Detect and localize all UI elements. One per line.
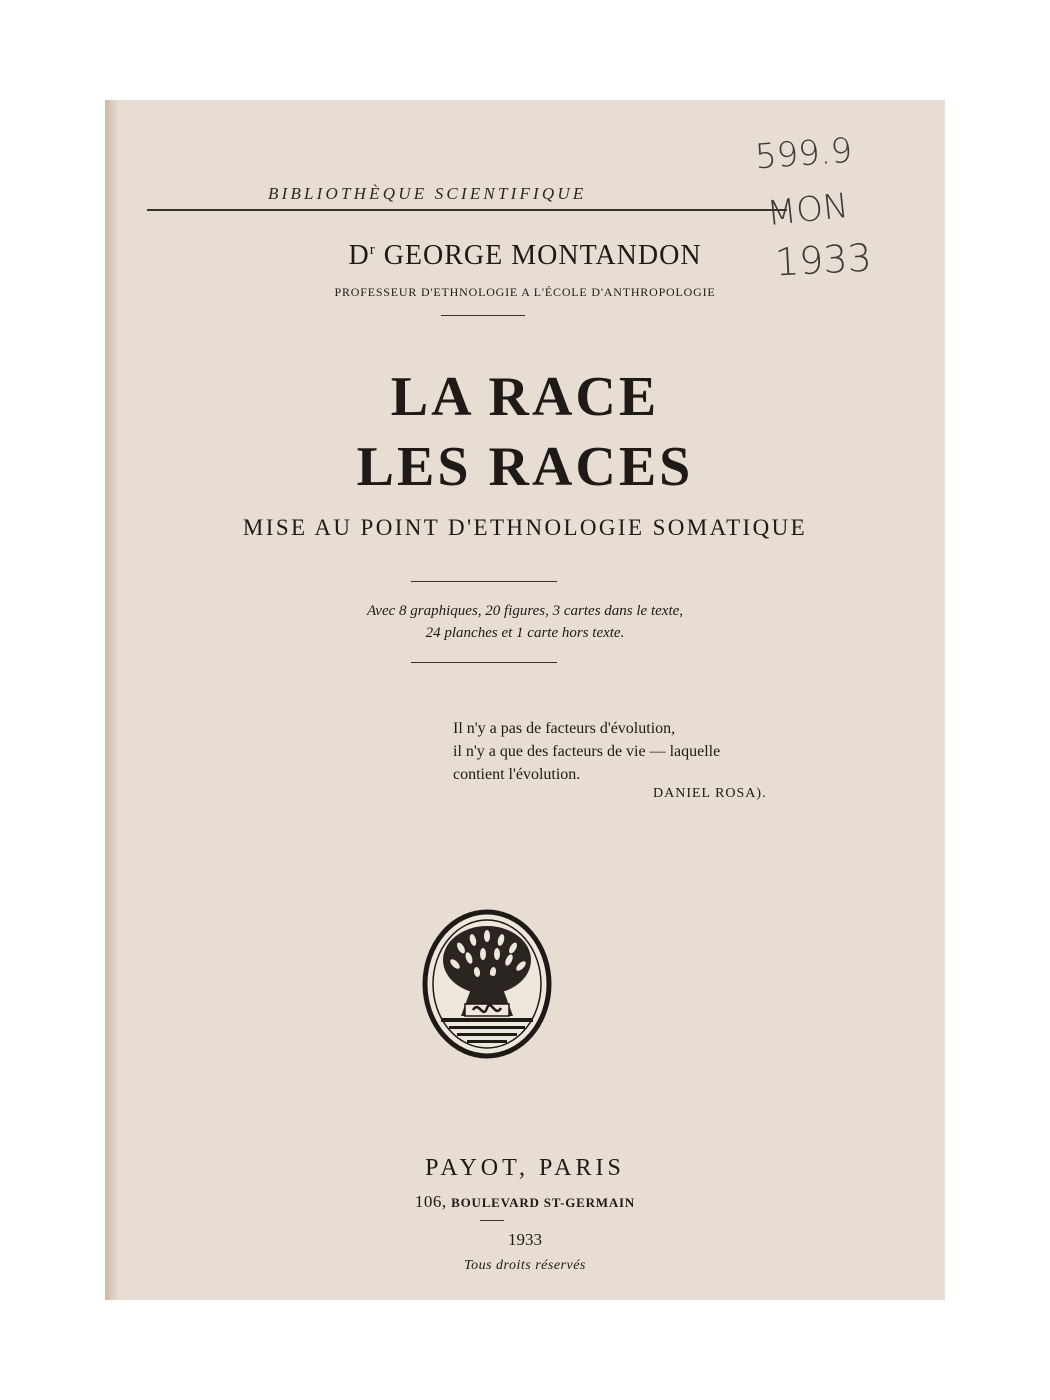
contents-line-1: Avec 8 graphiques, 20 figures, 3 cartes dans le texte, [366,603,684,619]
epigraph-line-3: contient l'évolution. [453,766,581,783]
divider [441,315,525,316]
address-street: BOULEVARD ST-GERMAIN [451,1195,636,1210]
series-title: BIBLIOTHÈQUE SCIENTIFIQUE [268,184,587,203]
publisher-name: PAYOT, PARIS [425,1155,625,1181]
contents-note [105,600,945,644]
author-line [105,240,945,272]
publication-year: 1933 [508,1230,542,1249]
title-page [105,100,945,1300]
contents-line-2: 24 planches et 1 carte hors texte. [425,625,625,641]
divider [480,1220,504,1221]
address-number: 106, [414,1192,447,1211]
book-title-line-2: LES RACES [356,436,694,498]
publisher-address [105,1192,945,1212]
epigraph [453,717,720,786]
author-title: D [348,240,370,271]
rights-notice: Tous droits réservés [464,1258,586,1273]
book-title-line-1: LA RACE [390,366,660,428]
publisher-logo-icon [421,908,553,1060]
author-title-superscript: r [369,242,376,258]
shelfmark-number: 599.9 [753,130,854,178]
book-subtitle: MISE AU POINT D'ETHNOLOGIE SOMATIQUE [242,515,808,540]
series-divider [147,209,787,211]
epigraph-line-1: Il n'y a pas de facteurs d'évolution, [453,720,676,737]
shelfmark-year: 1933 [773,235,873,285]
author-name: GEORGE MONTANDON [383,240,702,271]
shelfmark-author-code: MON [765,185,851,235]
divider [411,581,557,582]
divider [411,662,557,663]
author-affiliation: PROFESSEUR D'ETHNOLOGIE A L'ÉCOLE D'ANTHROPOLOGIE [334,285,716,299]
epigraph-line-2: il n'y a que des facteurs de vie — laquelle [453,743,721,760]
epigraph-attribution: DANIEL ROSA). [653,786,767,801]
